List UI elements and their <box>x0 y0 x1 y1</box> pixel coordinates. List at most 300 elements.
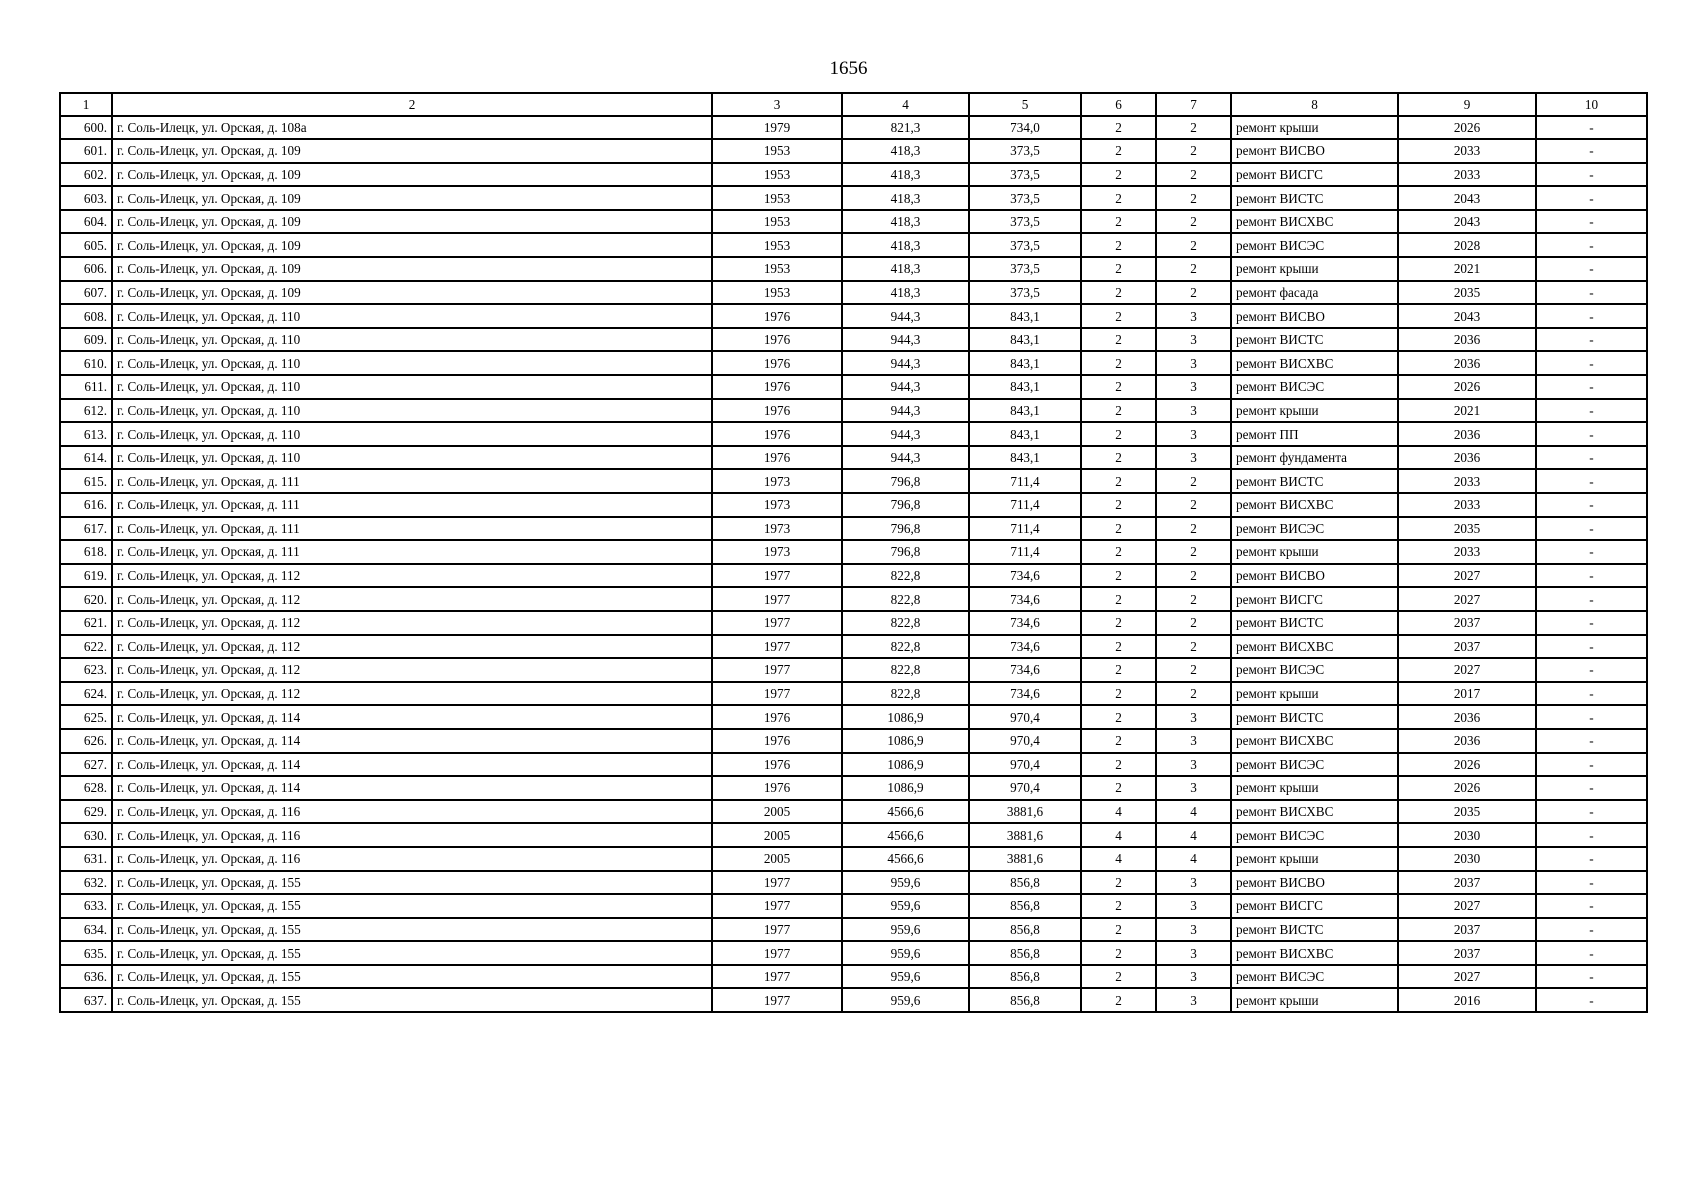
note-cell: - <box>1536 753 1647 777</box>
table-row <box>60 941 1647 965</box>
work-type-cell: ремонт ВИСВО <box>1231 564 1398 588</box>
table-row <box>60 965 1647 989</box>
work-type-cell: ремонт ПП <box>1231 422 1398 446</box>
entrances-cell: 2 <box>1156 540 1231 564</box>
table-row <box>60 611 1647 635</box>
planned-year-cell: 2036 <box>1398 446 1536 470</box>
table-row <box>60 823 1647 847</box>
living-area-cell: 856,8 <box>969 941 1081 965</box>
table-row <box>60 776 1647 800</box>
total-area-cell: 944,3 <box>842 446 969 470</box>
row-number-cell: 627. <box>60 753 112 777</box>
column-header-10: 10 <box>1536 93 1647 116</box>
work-type-cell: ремонт ВИСЭС <box>1231 658 1398 682</box>
note-cell: - <box>1536 469 1647 493</box>
row-number-cell: 615. <box>60 469 112 493</box>
row-number-cell: 619. <box>60 564 112 588</box>
capital-repair-table <box>59 92 1648 1013</box>
living-area-cell: 843,1 <box>969 375 1081 399</box>
note-cell: - <box>1536 894 1647 918</box>
year-built-cell: 1976 <box>712 422 842 446</box>
floors-cell: 2 <box>1081 871 1156 895</box>
living-area-cell: 970,4 <box>969 705 1081 729</box>
floors-cell: 2 <box>1081 564 1156 588</box>
address-cell: г. Соль-Илецк, ул. Орская, д. 114 <box>112 729 712 753</box>
row-number-cell: 601. <box>60 139 112 163</box>
total-area-cell: 944,3 <box>842 351 969 375</box>
row-number-cell: 633. <box>60 894 112 918</box>
row-number-cell: 611. <box>60 375 112 399</box>
note-cell: - <box>1536 304 1647 328</box>
floors-cell: 2 <box>1081 304 1156 328</box>
total-area-cell: 796,8 <box>842 493 969 517</box>
living-area-cell: 3881,6 <box>969 847 1081 871</box>
table-row <box>60 540 1647 564</box>
entrances-cell: 3 <box>1156 941 1231 965</box>
floors-cell: 2 <box>1081 399 1156 423</box>
floors-cell: 2 <box>1081 941 1156 965</box>
address-cell: г. Соль-Илецк, ул. Орская, д. 155 <box>112 871 712 895</box>
work-type-cell: ремонт ВИСТС <box>1231 705 1398 729</box>
table-row <box>60 304 1647 328</box>
table-row <box>60 729 1647 753</box>
living-area-cell: 373,5 <box>969 139 1081 163</box>
entrances-cell: 2 <box>1156 587 1231 611</box>
table-row <box>60 847 1647 871</box>
row-number-cell: 605. <box>60 233 112 257</box>
year-built-cell: 1953 <box>712 257 842 281</box>
total-area-cell: 4566,6 <box>842 800 969 824</box>
planned-year-cell: 2021 <box>1398 399 1536 423</box>
note-cell: - <box>1536 540 1647 564</box>
planned-year-cell: 2030 <box>1398 847 1536 871</box>
year-built-cell: 1976 <box>712 328 842 352</box>
floors-cell: 2 <box>1081 493 1156 517</box>
table-row <box>60 233 1647 257</box>
work-type-cell: ремонт ВИСЭС <box>1231 965 1398 989</box>
planned-year-cell: 2035 <box>1398 800 1536 824</box>
living-area-cell: 734,6 <box>969 611 1081 635</box>
address-cell: г. Соль-Илецк, ул. Орская, д. 110 <box>112 446 712 470</box>
table-row <box>60 635 1647 659</box>
address-cell: г. Соль-Илецк, ул. Орская, д. 110 <box>112 304 712 328</box>
work-type-cell: ремонт ВИСХВС <box>1231 635 1398 659</box>
work-type-cell: ремонт ВИСГС <box>1231 163 1398 187</box>
table-row <box>60 351 1647 375</box>
planned-year-cell: 2036 <box>1398 351 1536 375</box>
floors-cell: 2 <box>1081 658 1156 682</box>
total-area-cell: 944,3 <box>842 422 969 446</box>
work-type-cell: ремонт ВИСТС <box>1231 186 1398 210</box>
planned-year-cell: 2036 <box>1398 705 1536 729</box>
work-type-cell: ремонт ВИСТС <box>1231 611 1398 635</box>
entrances-cell: 2 <box>1156 493 1231 517</box>
year-built-cell: 1977 <box>712 682 842 706</box>
address-cell: г. Соль-Илецк, ул. Орская, д. 109 <box>112 281 712 305</box>
page-number: 1656 <box>829 58 868 79</box>
living-area-cell: 734,6 <box>969 564 1081 588</box>
living-area-cell: 734,6 <box>969 635 1081 659</box>
address-cell: г. Соль-Илецк, ул. Орская, д. 110 <box>112 399 712 423</box>
total-area-cell: 418,3 <box>842 233 969 257</box>
floors-cell: 2 <box>1081 422 1156 446</box>
living-area-cell: 843,1 <box>969 328 1081 352</box>
table-row <box>60 446 1647 470</box>
floors-cell: 2 <box>1081 281 1156 305</box>
row-number-cell: 606. <box>60 257 112 281</box>
total-area-cell: 4566,6 <box>842 823 969 847</box>
entrances-cell: 3 <box>1156 375 1231 399</box>
floors-cell: 2 <box>1081 139 1156 163</box>
note-cell: - <box>1536 351 1647 375</box>
work-type-cell: ремонт ВИСТС <box>1231 328 1398 352</box>
total-area-cell: 821,3 <box>842 116 969 140</box>
year-built-cell: 1977 <box>712 988 842 1012</box>
living-area-cell: 856,8 <box>969 918 1081 942</box>
floors-cell: 2 <box>1081 635 1156 659</box>
table-row <box>60 375 1647 399</box>
total-area-cell: 418,3 <box>842 186 969 210</box>
column-header-4: 4 <box>842 93 969 116</box>
work-type-cell: ремонт крыши <box>1231 399 1398 423</box>
entrances-cell: 3 <box>1156 304 1231 328</box>
row-number-cell: 618. <box>60 540 112 564</box>
table-row <box>60 517 1647 541</box>
year-built-cell: 1973 <box>712 493 842 517</box>
entrances-cell: 3 <box>1156 399 1231 423</box>
planned-year-cell: 2016 <box>1398 988 1536 1012</box>
entrances-cell: 4 <box>1156 847 1231 871</box>
planned-year-cell: 2037 <box>1398 635 1536 659</box>
work-type-cell: ремонт крыши <box>1231 776 1398 800</box>
living-area-cell: 843,1 <box>969 422 1081 446</box>
total-area-cell: 418,3 <box>842 139 969 163</box>
total-area-cell: 796,8 <box>842 469 969 493</box>
year-built-cell: 1976 <box>712 705 842 729</box>
entrances-cell: 2 <box>1156 682 1231 706</box>
floors-cell: 4 <box>1081 823 1156 847</box>
note-cell: - <box>1536 587 1647 611</box>
note-cell: - <box>1536 422 1647 446</box>
note-cell: - <box>1536 375 1647 399</box>
planned-year-cell: 2033 <box>1398 163 1536 187</box>
note-cell: - <box>1536 800 1647 824</box>
living-area-cell: 856,8 <box>969 871 1081 895</box>
living-area-cell: 373,5 <box>969 257 1081 281</box>
address-cell: г. Соль-Илецк, ул. Орская, д. 109 <box>112 163 712 187</box>
floors-cell: 2 <box>1081 163 1156 187</box>
work-type-cell: ремонт ВИСТС <box>1231 918 1398 942</box>
table-body <box>60 116 1647 1013</box>
entrances-cell: 3 <box>1156 776 1231 800</box>
total-area-cell: 418,3 <box>842 281 969 305</box>
planned-year-cell: 2036 <box>1398 422 1536 446</box>
work-type-cell: ремонт крыши <box>1231 116 1398 140</box>
table-header-row <box>60 93 1647 116</box>
total-area-cell: 944,3 <box>842 375 969 399</box>
living-area-cell: 373,5 <box>969 281 1081 305</box>
row-number-cell: 620. <box>60 587 112 611</box>
work-type-cell: ремонт ВИСВО <box>1231 139 1398 163</box>
entrances-cell: 4 <box>1156 823 1231 847</box>
year-built-cell: 2005 <box>712 800 842 824</box>
total-area-cell: 944,3 <box>842 328 969 352</box>
row-number-cell: 631. <box>60 847 112 871</box>
floors-cell: 2 <box>1081 517 1156 541</box>
table-row <box>60 988 1647 1012</box>
floors-cell: 2 <box>1081 469 1156 493</box>
column-header-2: 2 <box>112 93 712 116</box>
total-area-cell: 822,8 <box>842 682 969 706</box>
floors-cell: 2 <box>1081 210 1156 234</box>
table-row <box>60 281 1647 305</box>
table-row <box>60 257 1647 281</box>
entrances-cell: 2 <box>1156 233 1231 257</box>
planned-year-cell: 2033 <box>1398 139 1536 163</box>
entrances-cell: 3 <box>1156 871 1231 895</box>
living-area-cell: 373,5 <box>969 210 1081 234</box>
table-row <box>60 800 1647 824</box>
row-number-cell: 628. <box>60 776 112 800</box>
living-area-cell: 3881,6 <box>969 823 1081 847</box>
note-cell: - <box>1536 517 1647 541</box>
work-type-cell: ремонт крыши <box>1231 257 1398 281</box>
work-type-cell: ремонт ВИСЭС <box>1231 375 1398 399</box>
column-header-8: 8 <box>1231 93 1398 116</box>
row-number-cell: 626. <box>60 729 112 753</box>
table-row <box>60 587 1647 611</box>
work-type-cell: ремонт ВИСЭС <box>1231 233 1398 257</box>
total-area-cell: 1086,9 <box>842 729 969 753</box>
year-built-cell: 1976 <box>712 729 842 753</box>
note-cell: - <box>1536 705 1647 729</box>
total-area-cell: 959,6 <box>842 918 969 942</box>
year-built-cell: 2005 <box>712 847 842 871</box>
column-header-7: 7 <box>1156 93 1231 116</box>
floors-cell: 2 <box>1081 257 1156 281</box>
entrances-cell: 3 <box>1156 328 1231 352</box>
address-cell: г. Соль-Илецк, ул. Орская, д. 109 <box>112 139 712 163</box>
address-cell: г. Соль-Илецк, ул. Орская, д. 116 <box>112 823 712 847</box>
living-area-cell: 856,8 <box>969 965 1081 989</box>
address-cell: г. Соль-Илецк, ул. Орская, д. 114 <box>112 753 712 777</box>
floors-cell: 2 <box>1081 233 1156 257</box>
address-cell: г. Соль-Илецк, ул. Орская, д. 112 <box>112 682 712 706</box>
note-cell: - <box>1536 139 1647 163</box>
planned-year-cell: 2030 <box>1398 823 1536 847</box>
year-built-cell: 1953 <box>712 210 842 234</box>
year-built-cell: 1977 <box>712 918 842 942</box>
address-cell: г. Соль-Илецк, ул. Орская, д. 112 <box>112 564 712 588</box>
total-area-cell: 822,8 <box>842 635 969 659</box>
row-number-cell: 636. <box>60 965 112 989</box>
work-type-cell: ремонт ВИСВО <box>1231 304 1398 328</box>
address-cell: г. Соль-Илецк, ул. Орская, д. 112 <box>112 611 712 635</box>
note-cell: - <box>1536 281 1647 305</box>
address-cell: г. Соль-Илецк, ул. Орская, д. 109 <box>112 210 712 234</box>
living-area-cell: 711,4 <box>969 493 1081 517</box>
note-cell: - <box>1536 871 1647 895</box>
living-area-cell: 373,5 <box>969 233 1081 257</box>
planned-year-cell: 2036 <box>1398 729 1536 753</box>
note-cell: - <box>1536 564 1647 588</box>
total-area-cell: 822,8 <box>842 658 969 682</box>
address-cell: г. Соль-Илецк, ул. Орская, д. 108а <box>112 116 712 140</box>
note-cell: - <box>1536 611 1647 635</box>
row-number-cell: 610. <box>60 351 112 375</box>
total-area-cell: 1086,9 <box>842 776 969 800</box>
living-area-cell: 970,4 <box>969 776 1081 800</box>
address-cell: г. Соль-Илецк, ул. Орская, д. 155 <box>112 988 712 1012</box>
address-cell: г. Соль-Илецк, ул. Орская, д. 112 <box>112 635 712 659</box>
year-built-cell: 1976 <box>712 304 842 328</box>
planned-year-cell: 2028 <box>1398 233 1536 257</box>
living-area-cell: 734,0 <box>969 116 1081 140</box>
planned-year-cell: 2026 <box>1398 753 1536 777</box>
entrances-cell: 2 <box>1156 635 1231 659</box>
work-type-cell: ремонт фасада <box>1231 281 1398 305</box>
table-row <box>60 399 1647 423</box>
note-cell: - <box>1536 658 1647 682</box>
work-type-cell: ремонт ВИСХВС <box>1231 941 1398 965</box>
year-built-cell: 1977 <box>712 894 842 918</box>
work-type-cell: ремонт ВИСХВС <box>1231 800 1398 824</box>
work-type-cell: ремонт крыши <box>1231 847 1398 871</box>
floors-cell: 2 <box>1081 328 1156 352</box>
total-area-cell: 822,8 <box>842 611 969 635</box>
floors-cell: 2 <box>1081 375 1156 399</box>
year-built-cell: 1973 <box>712 540 842 564</box>
year-built-cell: 1976 <box>712 753 842 777</box>
work-type-cell: ремонт ВИСХВС <box>1231 729 1398 753</box>
floors-cell: 2 <box>1081 894 1156 918</box>
year-built-cell: 1953 <box>712 163 842 187</box>
note-cell: - <box>1536 988 1647 1012</box>
planned-year-cell: 2033 <box>1398 469 1536 493</box>
floors-cell: 2 <box>1081 446 1156 470</box>
row-number-cell: 624. <box>60 682 112 706</box>
column-header-9: 9 <box>1398 93 1536 116</box>
work-type-cell: ремонт крыши <box>1231 540 1398 564</box>
planned-year-cell: 2033 <box>1398 540 1536 564</box>
address-cell: г. Соль-Илецк, ул. Орская, д. 110 <box>112 328 712 352</box>
note-cell: - <box>1536 918 1647 942</box>
year-built-cell: 1976 <box>712 446 842 470</box>
total-area-cell: 959,6 <box>842 941 969 965</box>
address-cell: г. Соль-Илецк, ул. Орская, д. 110 <box>112 351 712 375</box>
planned-year-cell: 2043 <box>1398 186 1536 210</box>
work-type-cell: ремонт крыши <box>1231 682 1398 706</box>
floors-cell: 2 <box>1081 705 1156 729</box>
address-cell: г. Соль-Илецк, ул. Орская, д. 155 <box>112 918 712 942</box>
living-area-cell: 970,4 <box>969 729 1081 753</box>
living-area-cell: 373,5 <box>969 186 1081 210</box>
table-row <box>60 163 1647 187</box>
entrances-cell: 2 <box>1156 116 1231 140</box>
row-number-cell: 629. <box>60 800 112 824</box>
address-cell: г. Соль-Илецк, ул. Орская, д. 116 <box>112 800 712 824</box>
note-cell: - <box>1536 257 1647 281</box>
planned-year-cell: 2021 <box>1398 257 1536 281</box>
row-number-cell: 613. <box>60 422 112 446</box>
planned-year-cell: 2027 <box>1398 587 1536 611</box>
address-cell: г. Соль-Илецк, ул. Орская, д. 111 <box>112 469 712 493</box>
year-built-cell: 1976 <box>712 776 842 800</box>
work-type-cell: ремонт крыши <box>1231 988 1398 1012</box>
work-type-cell: ремонт ВИСЭС <box>1231 517 1398 541</box>
total-area-cell: 944,3 <box>842 304 969 328</box>
total-area-cell: 959,6 <box>842 894 969 918</box>
work-type-cell: ремонт фундамента <box>1231 446 1398 470</box>
year-built-cell: 1977 <box>712 658 842 682</box>
floors-cell: 2 <box>1081 186 1156 210</box>
entrances-cell: 3 <box>1156 422 1231 446</box>
living-area-cell: 843,1 <box>969 446 1081 470</box>
living-area-cell: 3881,6 <box>969 800 1081 824</box>
work-type-cell: ремонт ВИСВО <box>1231 871 1398 895</box>
entrances-cell: 3 <box>1156 729 1231 753</box>
table-row <box>60 894 1647 918</box>
entrances-cell: 3 <box>1156 988 1231 1012</box>
year-built-cell: 1977 <box>712 941 842 965</box>
floors-cell: 2 <box>1081 116 1156 140</box>
planned-year-cell: 2043 <box>1398 210 1536 234</box>
note-cell: - <box>1536 941 1647 965</box>
planned-year-cell: 2027 <box>1398 658 1536 682</box>
row-number-cell: 608. <box>60 304 112 328</box>
entrances-cell: 2 <box>1156 517 1231 541</box>
total-area-cell: 822,8 <box>842 564 969 588</box>
address-cell: г. Соль-Илецк, ул. Орская, д. 111 <box>112 517 712 541</box>
planned-year-cell: 2037 <box>1398 918 1536 942</box>
row-number-cell: 607. <box>60 281 112 305</box>
entrances-cell: 2 <box>1156 186 1231 210</box>
entrances-cell: 3 <box>1156 446 1231 470</box>
floors-cell: 2 <box>1081 540 1156 564</box>
year-built-cell: 1977 <box>712 871 842 895</box>
total-area-cell: 418,3 <box>842 257 969 281</box>
note-cell: - <box>1536 233 1647 257</box>
living-area-cell: 711,4 <box>969 517 1081 541</box>
row-number-cell: 602. <box>60 163 112 187</box>
address-cell: г. Соль-Илецк, ул. Орская, д. 114 <box>112 705 712 729</box>
floors-cell: 2 <box>1081 918 1156 942</box>
total-area-cell: 4566,6 <box>842 847 969 871</box>
living-area-cell: 970,4 <box>969 753 1081 777</box>
floors-cell: 2 <box>1081 587 1156 611</box>
year-built-cell: 1953 <box>712 233 842 257</box>
table-row <box>60 422 1647 446</box>
address-cell: г. Соль-Илецк, ул. Орская, д. 155 <box>112 965 712 989</box>
note-cell: - <box>1536 493 1647 517</box>
table-row <box>60 658 1647 682</box>
floors-cell: 4 <box>1081 800 1156 824</box>
work-type-cell: ремонт ВИСТС <box>1231 469 1398 493</box>
address-cell: г. Соль-Илецк, ул. Орская, д. 111 <box>112 540 712 564</box>
work-type-cell: ремонт ВИСХВС <box>1231 493 1398 517</box>
entrances-cell: 2 <box>1156 611 1231 635</box>
year-built-cell: 1976 <box>712 351 842 375</box>
year-built-cell: 1953 <box>712 139 842 163</box>
planned-year-cell: 2033 <box>1398 493 1536 517</box>
total-area-cell: 959,6 <box>842 988 969 1012</box>
note-cell: - <box>1536 823 1647 847</box>
table-row <box>60 871 1647 895</box>
planned-year-cell: 2017 <box>1398 682 1536 706</box>
address-cell: г. Соль-Илецк, ул. Орская, д. 109 <box>112 257 712 281</box>
floors-cell: 2 <box>1081 682 1156 706</box>
work-type-cell: ремонт ВИСХВС <box>1231 351 1398 375</box>
